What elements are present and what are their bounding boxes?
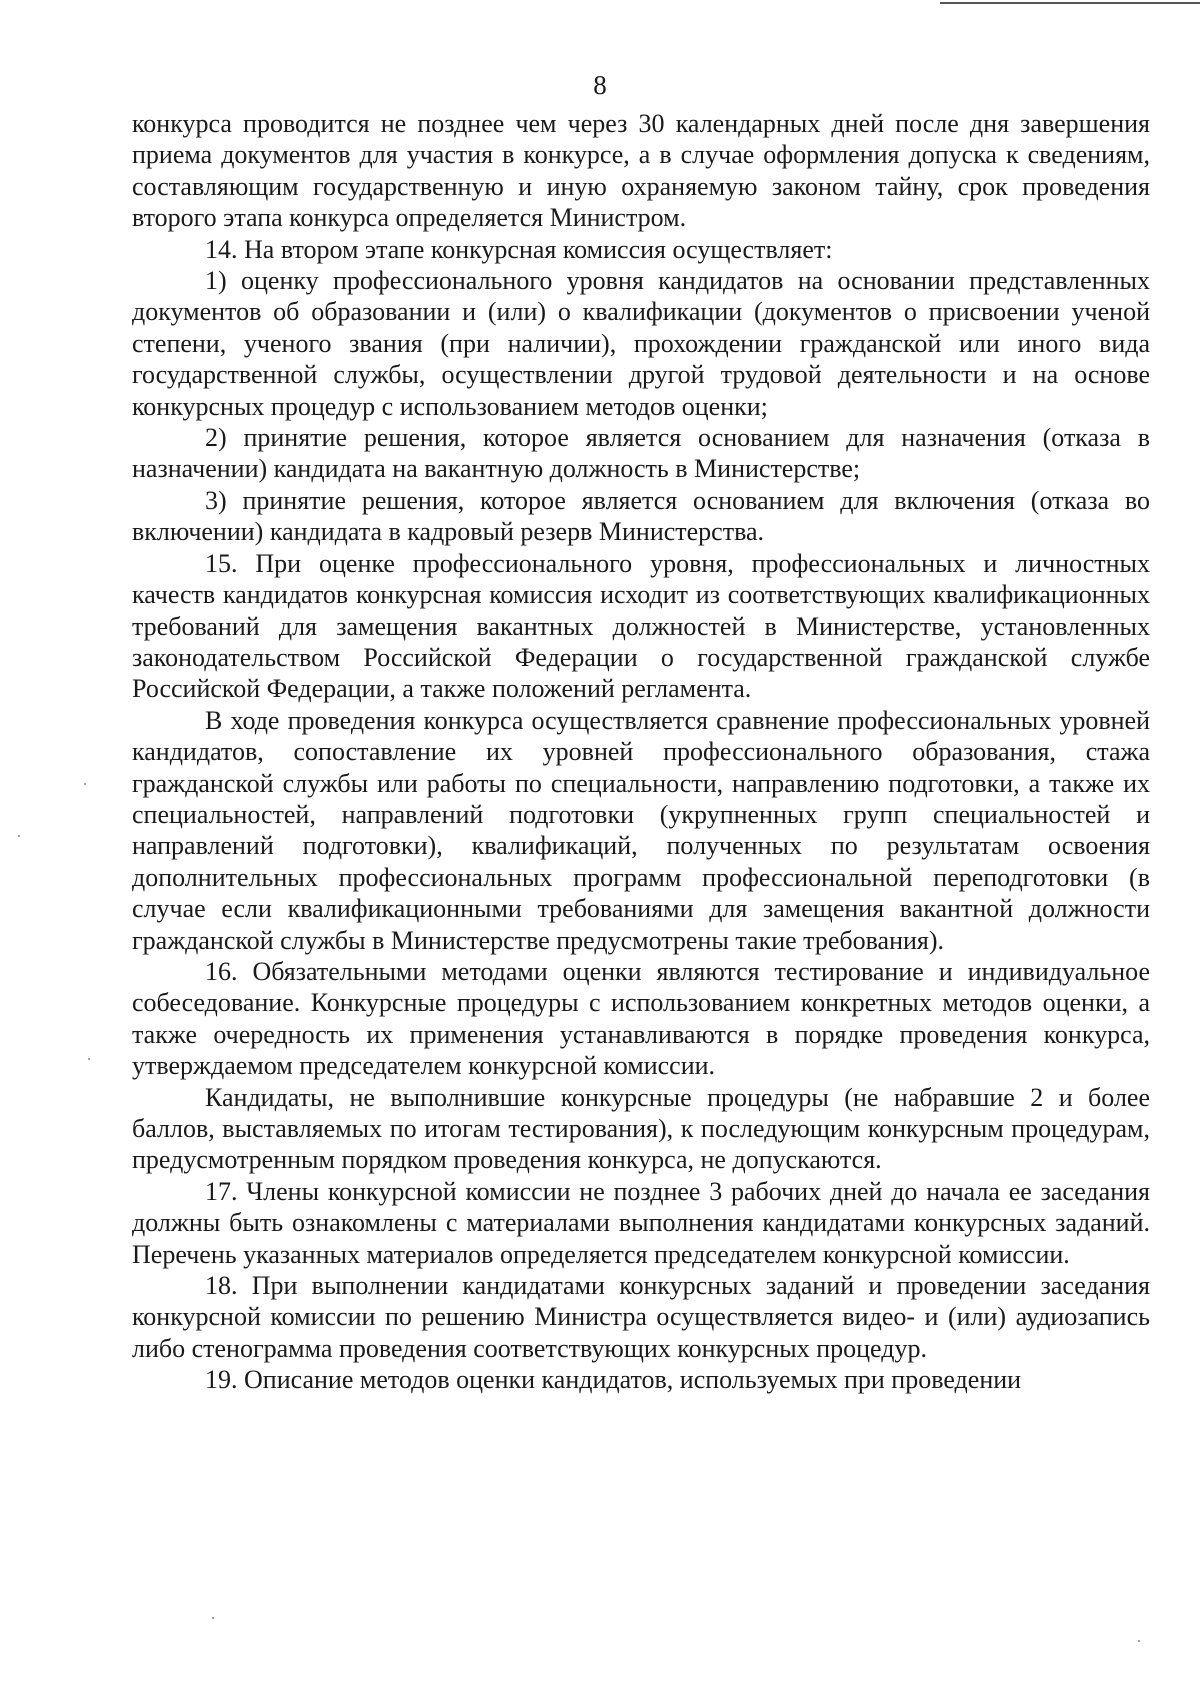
scan-speck xyxy=(18,835,20,837)
paragraph-15-comparison: В ходе проведения конкурса осуществляется сравнение профессиональных уровней кандидатов, сопоставление их уровней профессионального образования, стажа гражданской службы или работы по специальности, направлению подготовки, а также их специальностей, направлений подготовки (укрупненных групп специальностей и направлений подготовки), квалификаций, полученных по результатам освоения дополнительных профессиональных программ профессиональной переподготовки (в случае если квалификационными требованиями для замещения вакантной должности гражданской службы в Министерстве предусмотрены такие требования). xyxy=(132,705,1150,955)
scan-speck xyxy=(1138,1640,1140,1642)
paragraph-14: 14. На втором этапе конкурсная комиссия осуществляет: xyxy=(205,234,833,264)
paragraph-14-item-2: 2) принятие решения, которое является основанием для назначения (отказа в назначении) кандидата на вакантную должность в Министерстве; xyxy=(132,423,1150,484)
page-number: 8 xyxy=(593,70,607,100)
paragraph-14-item-1: 1) оценку профессионального уровня кандидатов на основании представленных документов об образовании и (или) о квалификации (документов о присвоении ученой степени, ученого звания (при наличии), прохождении гражданской или иного вида государственной службы, осуществлении другой трудовой деятельности и на основе конкурсных процедур с использованием методов оценки; xyxy=(132,266,1150,421)
paragraph-15: 15. При оценке профессионального уровня, профессиональных и личностных качеств кандидатов конкурсная комиссия исходит из соответствующих квалификационных требований для замещения вакантных должностей в Министерстве, установленных законодательством Российской Федерации о государственной гражданской службе Российской Федерации, а также положений регламента. xyxy=(132,548,1150,704)
paragraph-16-candidates: Кандидаты, не выполнившие конкурсные процедуры (не набравшие 2 и более баллов, выставляемых по итогам тестирования), к последующим конкурсным процедурам, предусмотренным порядком проведения конкурса, не допускаются. xyxy=(132,1082,1150,1175)
paragraph-16: 16. Обязательными методами оценки являются тестирование и индивидуальное собеседование. Конкурсные процедуры с использованием конкретных методов оценки, а также очередность их применения устанавливаются в порядке проведения конкурса, утверждаемом председателем конкурсной комиссии. xyxy=(132,956,1150,1081)
paragraph-14-item-3: 3) принятие решения, которое является основанием для включения (отказа во включении) кандидата в кадровый резерв Министерства. xyxy=(132,485,1150,547)
scan-speck xyxy=(212,1617,214,1619)
paragraph-18: 18. При выполнении кандидатами конкурсных заданий и проведении заседания конкурсной комиссии по решению Министра осуществляется видео- и (или) аудиозапись либо стенограмма проведения соответствующих конкурсных процедур. xyxy=(132,1271,1150,1363)
paragraph-19: 19. Описание методов оценки кандидатов, используемых при проведении xyxy=(205,1365,1022,1395)
scan-edge-line xyxy=(940,2,1200,4)
scan-speck xyxy=(88,1058,90,1060)
document-body xyxy=(132,108,1150,1396)
scan-speck xyxy=(84,783,86,785)
paragraph-continuation: конкурса проводится не позднее чем через 30 календарных дней после дня завершения приема документов для участия в конкурсе, а в случае оформления допуска к сведениям, составляющим государственную и иную охраняемую законом тайну, срок проведения второго этапа конкурса определяется Министром. xyxy=(132,109,1150,233)
paragraph-17: 17. Члены конкурсной комиссии не позднее 3 рабочих дней до начала ее заседания должны быть ознакомлены с материалами выполнения кандидатами конкурсных заданий. Перечень указанных материалов определяется председателем конкурсной комиссии. xyxy=(132,1176,1150,1269)
